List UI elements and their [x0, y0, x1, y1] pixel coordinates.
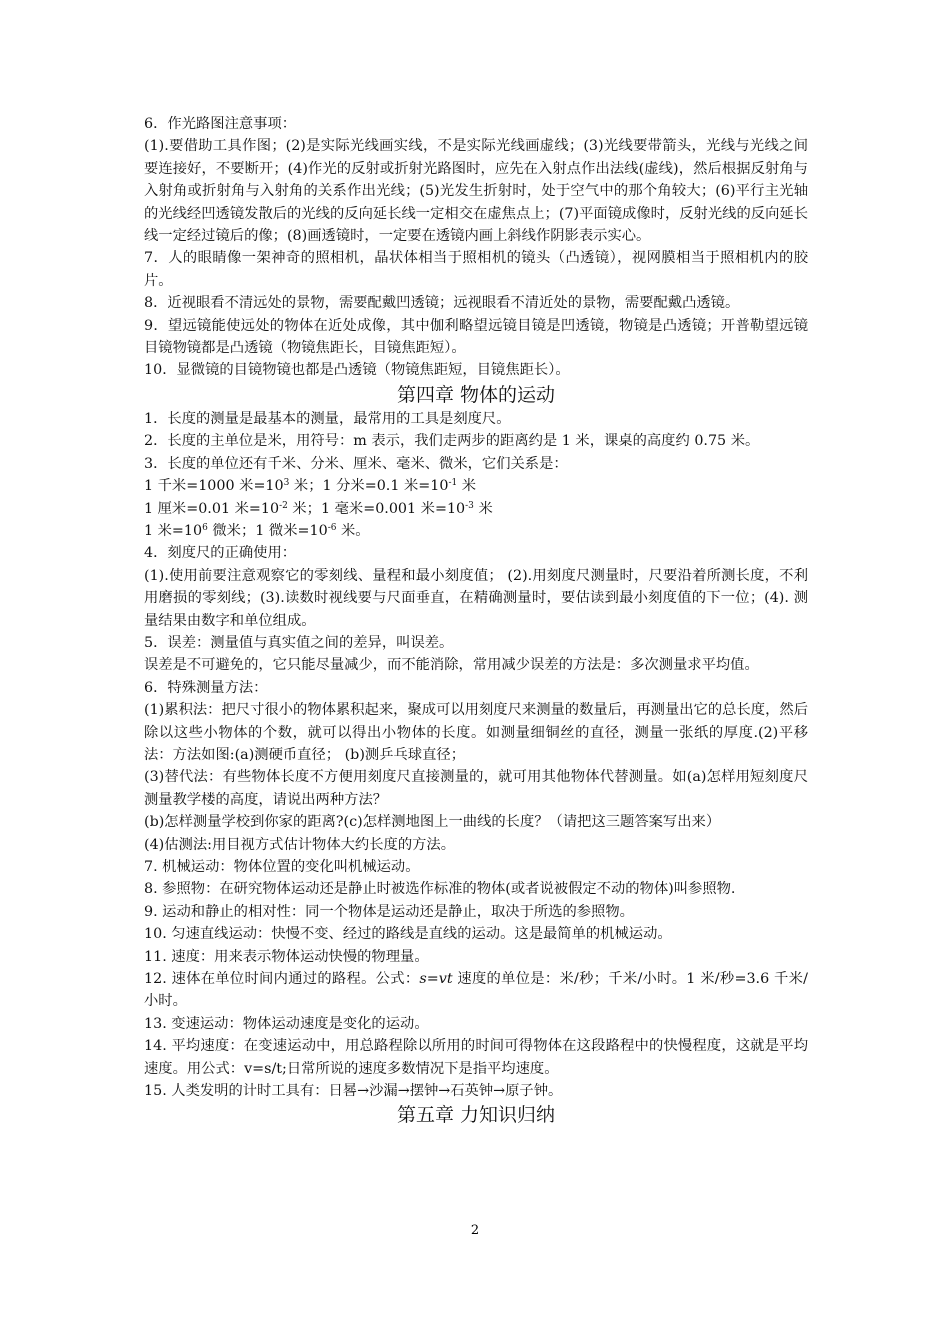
paragraph: (1)累积法：把尺寸很小的物体累积起来，聚成可以用刻度尺来测量的数量后，再测量出它的总长度，然后除以这些小物体的个数，就可以得出小物体的长度。如测量细铜丝的直径，测量一张纸的厚度.(2)平移法：方法如图:(a)测硬币直径； (b)测乒乓球直径； [144, 702, 808, 763]
paragraph: 9．望远镜能使远处的物体在近处成像，其中伽利略望远镜目镜是凹透镜，物镜是凸透镜；开普勒望远镜目镜物镜都是凸透镜（物镜焦距长，目镜焦距短）。 [144, 317, 808, 357]
paragraph: 2．长度的主单位是米，用符号：m 表示，我们走两步的距离约是 1 米，课桌的高度约 0.75 米。 [144, 433, 760, 450]
paragraph: 15. 人类发明的计时工具有：日晷→沙漏→摆钟→石英钟→原子钟。 [144, 1083, 563, 1100]
paragraph: (4)估测法:用目视方式估计物体大约长度的方法。 [144, 836, 456, 853]
paragraph: 5．误差：测量值与真实值之间的差异，叫误差。 [144, 634, 454, 651]
document-body [144, 113, 808, 1128]
paragraph: 1．长度的测量是最基本的测量，最常用的工具是刻度尺。 [144, 410, 511, 427]
paragraph: 误差是不可避免的，它只能尽量减少，而不能消除，常用减少误差的方法是：多次测量求平均值。 [144, 657, 759, 674]
paragraph: 10. 匀速直线运动：快慢不变、经过的路线是直线的运动。这是最简单的机械运动。 [144, 926, 672, 943]
speed-paragraph: 12. 速体在单位时间内通过的路程。公式：s=vt 速度的单位是：米/秒；千米/小时。1 米/秒=3.6 千米/小时。 [144, 971, 808, 1010]
page-number: 2 [470, 1223, 480, 1238]
paragraph: 13. 变速运动：物体运动速度是变化的运动。 [144, 1015, 429, 1032]
paragraph: 14. 平均速度：在变速运动中，用总路程除以所用的时间可得物体在这段路程中的快慢程度，这就是平均速度。用公式：v=s/t;日常所说的速度多数情况下是指平均速度。 [144, 1038, 808, 1077]
paragraph: 7．人的眼睛像一架神奇的照相机，晶状体相当于照相机的镜头（凸透镜），视网膜相当于照相机内的胶片。 [144, 250, 808, 289]
unit-relation: 1 厘米=0.01 米$=10^{-2}$ 米；1 毫米=0.001 米$=10^{-3}$ 米 [144, 500, 493, 517]
paragraph: (1).要借助工具作图；(2)是实际光线画实线，不是实际光线画虚线；(3)光线要带箭头，光线与光线之间要连接好，不要断开；(4)作光的反射或折射光路图时，应先在入射点作出法线(虚线)，然后根据反射角与入射角或折射角与入射角的关系作出光线；(5)光发生折射时，处于空气中的那个角较大；(6)平行主光轴的光线经凹透镜发散后的光线的反向延长线一定相交在虚焦点上；(7)平面镜成像时，反射光线的反向延长线一定经过镜后的像；(8)画透镜时，一定要在透镜内画上斜线作阴影表示实心。 [144, 138, 808, 245]
unit-relation: 1 千米=1000 米$=10^3$ 米；1 分米=0.1 米$=10^{-1}$ 米 [144, 478, 477, 495]
paragraph: 3．长度的单位还有千米、分米、厘米、毫米、微米，它们关系是： [144, 455, 568, 472]
paragraph: 9. 运动和静止的相对性：同一个物体是运动还是静止，取决于所选的参照物。 [144, 903, 634, 920]
paragraph: 6．特殊测量方法： [144, 679, 268, 696]
chapter-heading: 第五章 力知识归纳 [396, 1104, 556, 1127]
unit-relation: 1 米$=10^6$ 微米；1 微米$=10^{-6}$ 米。 [144, 522, 370, 539]
paragraph: (3)替代法：有些物体长度不方便用刻度尺直接测量的，就可用其他物体代替测量。如(a)怎样用短刻度尺测量教学楼的高度，请说出两种方法？ [144, 769, 808, 808]
paragraph: 8．近视眼看不清远处的景物，需要配戴凹透镜；远视眼看不清近处的景物，需要配戴凸透镜。 [144, 295, 740, 312]
paragraph: 6．作光路图注意事项： [144, 116, 297, 132]
paragraph: (b)怎样测量学校到你家的距离?(c)怎样测地图上一曲线的长度？（请把这三题答案写出来） [144, 814, 721, 831]
paragraph: (1).使用前要注意观察它的零刻线、量程和最小刻度值； (2).用刻度尺测量时，尺要沿着所测长度，不利用磨损的零刻线；(3).读数时视线要与尺面垂直，在精确测量时，要估读到最小刻度值的下一位；(4). 测量结果由数字和单位组成。 [144, 567, 808, 629]
paragraph: 4．刻度尺的正确使用： [144, 545, 297, 562]
speed-formula: s=vt [419, 971, 453, 988]
chapter-heading: 第四章 物体的运动 [396, 383, 556, 406]
paragraph: 10．显微镜的目镜物镜也都是凸透镜（物镜焦距短，目镜焦距长）。 [144, 362, 570, 379]
paragraph: 11. 速度：用来表示物体运动快慢的物理量。 [144, 948, 429, 965]
paragraph: 8. 参照物：在研究物体运动还是静止时被选作标准的物体(或者说被假定不动的物体)叫参照物. [144, 881, 736, 898]
paragraph: 7. 机械运动：物体位置的变化叫机械运动。 [144, 859, 420, 875]
